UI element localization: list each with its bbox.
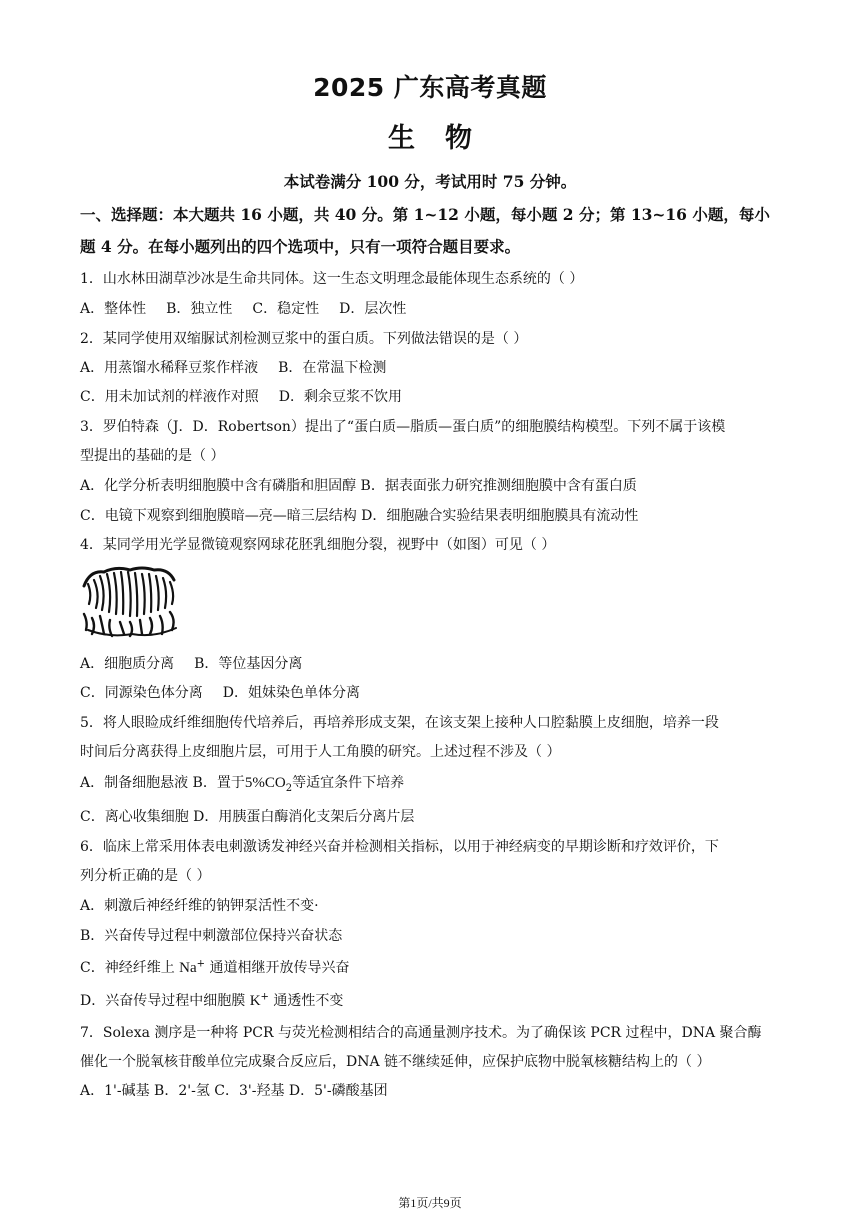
q6-potassium-charge: + [260,991,269,1003]
q4-options-cd [80,682,380,702]
q3-options-ab: A．化学分析表明细胞膜中含有磷脂和胆固醇 B．据表面张力研究推测细胞膜中含有蛋白质 [80,478,637,494]
q2-options-cd [80,386,422,406]
q5-stem-line2: 时间后分离获得上皮细胞片层，可用于人工角膜的研究。上述过程不涉及（ ） [80,744,561,760]
q6-stem-line1: 6．临床上常采用体表电刺激诱发神经兴奋并检测相关指标，以用于神经病变的早期诊断和疗效评价，下 [80,839,719,855]
exam-info: 本试卷满分 100 分，考试用时 75 分钟。 [283,172,577,191]
section-heading-line1: 一、选择题：本大题共 16 小题，共 40 分。第 1~12 小题，每小题 2 分；第 13~16 小题，每小 [80,205,770,224]
q7-stem-line1: 7．Solexa 测序是一种将 PCR 与荧光检测相结合的高通量测序技术。为了确保该 PCR 过程中，DNA 聚合酶 [80,1025,762,1041]
q5-option-a: A．制备细胞悬液 B．置于 [80,775,245,791]
q6-option-c-tail: 通道相继开放传导兴奋 [205,960,350,976]
q5-options-cd: C．离心收集细胞 D．用胰蛋白酶消化支架后分离片层 [80,809,415,825]
q1-option-d: D．层次性 [339,301,407,317]
subject-heading: 生物 [388,123,502,154]
q6-option-c [80,957,350,977]
q3-stem-line1: 3．罗伯特森（J．D．Robertson）提出了“蛋白质—脂质—蛋白质”的细胞膜结构模型。下列不属于该模 [80,419,726,435]
q2-option-a: A．用蒸馏水稀释豆浆作样液 [80,360,259,376]
q5-options-ab [80,772,404,794]
q6-sodium-ion: Na [179,960,197,976]
q3-options-cd: C．电镜下观察到细胞膜暗—亮—暗三层结构 D．细胞融合实验结果表明细胞膜具有流动性 [80,508,639,524]
q6-potassium-ion: K [249,993,261,1009]
q4-stem: 4．某同学用光学显微镜观察网球花胚乳细胞分裂，视野中（如图）可见（ ） [80,537,556,553]
q5-co2-formula: 5%CO [244,775,286,791]
q2-stem: 2．某同学使用双缩脲试剂检测豆浆中的蛋白质。下列做法错误的是（ ） [80,331,528,347]
q1-stem: 1．山水林田湖草沙冰是生命共同体。这一生态文明理念最能体现生态系统的（ ） [80,271,584,287]
q6-option-a: A．刺激后神经纤维的钠钾泵活性不变· [80,898,319,914]
q6-sodium-charge: + [196,958,206,970]
q7-options: A．1'-碱基 B．2'-氢 C．3'-羟基 D．5'-磷酸基团 [80,1083,388,1099]
q4-option-c: C．同源染色体分离 [80,685,203,701]
q2-options-ab [80,357,406,377]
q4-option-b: B．等位基因分离 [194,656,303,672]
page-number: 第1页/共9页 [398,1196,462,1210]
q6-option-d-tail: 通透性不变 [268,993,344,1009]
q5-co2-subscript: 2 [285,782,293,794]
q3-stem-line2: 型提出的基础的是（ ） [80,448,225,464]
exam-title: 2025 广东高考真题 [313,73,547,102]
q1-option-b: B．独立性 [166,301,233,317]
q2-option-b: B．在常温下检测 [278,360,387,376]
q2-option-c: C．用未加试剂的样液作对照 [80,389,259,405]
q6-option-d [80,990,343,1010]
q5-option-b-tail: 等适宜条件下培养 [292,775,405,791]
q4-option-a: A．细胞质分离 [80,656,175,672]
q2-option-d: D．剩余豆浆不饮用 [278,389,402,405]
q1-option-c: C．稳定性 [252,301,320,317]
q6-option-b: B．兴奋传导过程中刺激部位保持兴奋状态 [80,928,343,944]
q4-option-d: D．姐妹染色单体分离 [222,685,360,701]
section-heading-line2: 题 4 分。在每小题列出的四个选项中，只有一项符合题目要求。 [80,237,521,256]
q6-stem-line2: 列分析正确的是（ ） [80,868,211,884]
q6-option-c-prefix: C．神经纤维上 [80,960,180,976]
q4-options-ab [80,653,322,673]
q6-option-d-prefix: D．兴奋传导过程中细胞膜 [80,993,250,1009]
micrograph-figure [80,564,184,640]
q7-stem-line2: 催化一个脱氧核苷酸单位完成聚合反应后，DNA 链不继续延伸，应保护底物中脱氧核糖结构上的（ ） [80,1054,711,1070]
q5-stem-line1: 5．将人眼睑成纤维细胞传代培养后，再培养形成支架，在该支架上接种人口腔黏膜上皮细胞，培养一段 [80,715,719,731]
q1-options [80,298,426,318]
q1-option-a: A．整体性 [80,301,147,317]
